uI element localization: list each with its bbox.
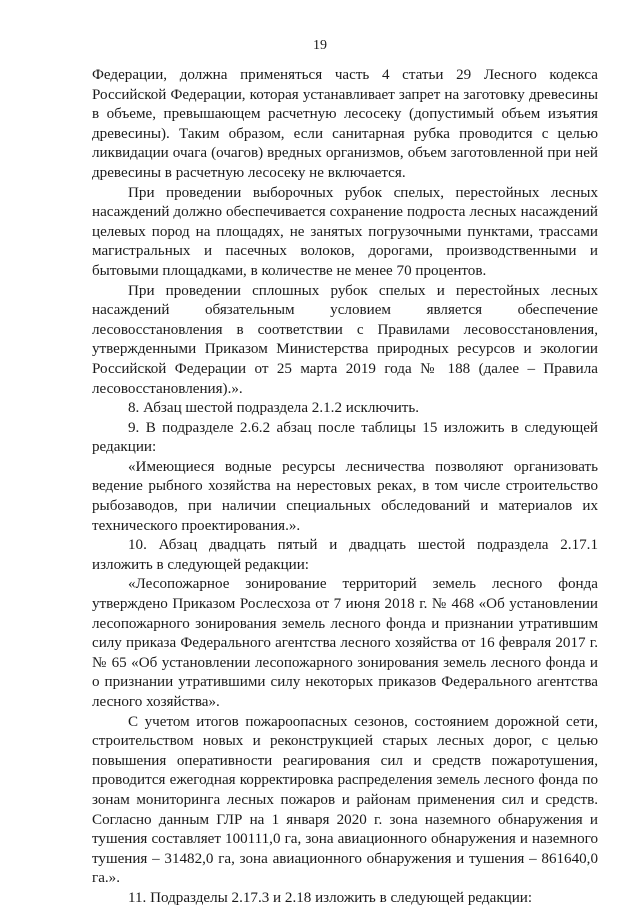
paragraph-selective-cutting: При проведении выборочных рубок спелых, перестойных лесных насаждений должно обеспечивается сохранение подроста лесных насаждений целевых пород на площадях, не занятых погрузочными пунктами, трассами магистральных и пасечных волоков, дорогами, производственными и бытовыми площадками, в количестве не менее 70 процентов.	[92, 184, 598, 279]
page-number: 19	[313, 38, 327, 53]
paragraph-item-8: 8. Абзац шестой подраздела 2.1.2 исключить.	[128, 400, 420, 417]
paragraph-fire-seasons: С учетом итогов пожароопасных сезонов, состоянием дорожной сети, строительством новых и реконструкцией старых лесных дорог, с целью повышения оперативности реагирования сил и средств пожаротушения, проводится ежегодная корректировка распределения земель лесного фонда по зонам мониторинга лесных пожаров и районам применения сил и средств. Согласно данным ГЛР на 1 января 2020 г. зона наземного обнаружения и тушения составляет 100111,0 га, зона авиационного обнаружения и наземного тушения – 31482,0 га, зона авиационного обнаружения и тушения – 861640,0 га.».	[92, 713, 598, 887]
paragraph-fire-zoning-quote: «Лесопожарное зонирование территорий земель лесного фонда утверждено Приказом Рослесхоза от 7 июня 2018 г. № 468 «Об установлении лесопожарного зонирования земель лесного фонда и признании утратившим силу приказа Федерального агентства лесного хозяйства от 16 февраля 2017 г. № 65 «Об установлении лесопожарного зонирования земель лесного фонда и о признании утратившими силу некоторых приказов Федерального агентства лесного хозяйства».	[92, 576, 598, 710]
paragraph-water-resources-quote: «Имеющиеся водные ресурсы лесничества позволяют организовать ведение рыбного хозяйства на нерестовых реках, в том числе строительство рыбозаводов, при наличии специальных обследований и материалов их технического проектирования.».	[92, 458, 598, 534]
paragraph-item-11: 11. Подразделы 2.17.3 и 2.18 изложить в следующей редакции:	[128, 889, 533, 906]
paragraph-item-9: 9. В подразделе 2.6.2 абзац после таблицы 15 изложить в следующей редакции:	[92, 419, 598, 456]
paragraph-continuation: Федерации, должна применяться часть 4 статьи 29 Лесного кодекса Российской Федерации, которая устанавливает запрет на заготовку древесины в объеме, превышающем расчетную лесосеку (допустимый объем изъятия древесины). Таким образом, если санитарная рубка проводится с целью ликвидации очага (очагов) вредных организмов, объем заготовленной при ней древесины в расчетную лесосеку не включается.	[92, 67, 598, 181]
document-body	[92, 66, 598, 909]
paragraph-clear-cutting: При проведении сплошных рубок спелых и перестойных лесных насаждений обязательным условием является обеспечение лесовосстановления в соответствии с Правилами лесовосстановления, утвержденными Приказом Министерства природных ресурсов и экологии Российской Федерации от 25 марта 2019 года № 188 (далее – Правила лесовосстановления).».	[92, 282, 598, 397]
paragraph-item-10: 10. Абзац двадцать пятый и двадцать шестой подраздела 2.17.1 изложить в следующей редакции:	[92, 537, 598, 573]
